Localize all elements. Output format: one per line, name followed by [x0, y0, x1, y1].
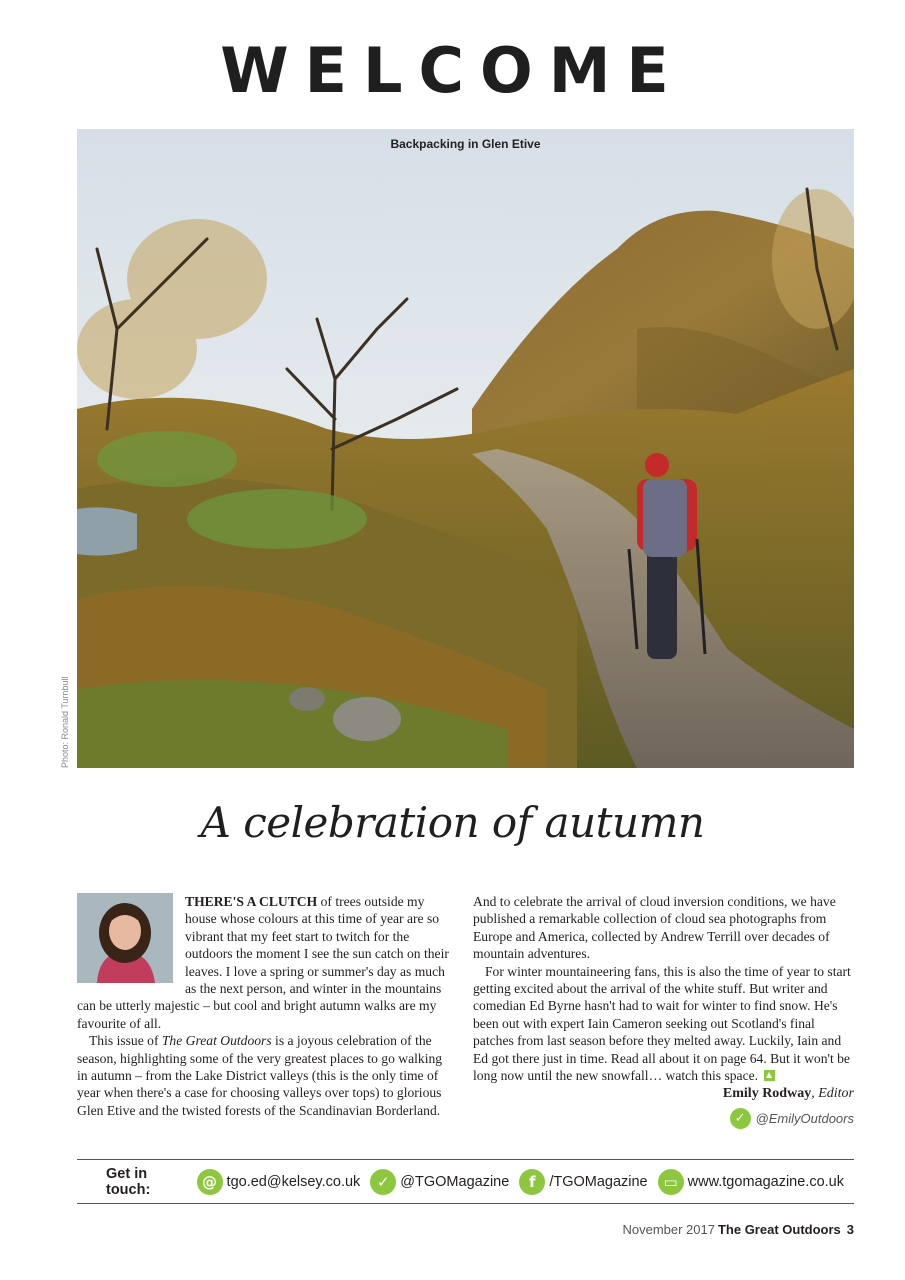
- article-column-right: [473, 893, 855, 1084]
- contact-email-text: tgo.ed@kelsey.co.uk: [226, 1173, 361, 1190]
- article-headline: A celebration of autumn: [200, 798, 705, 847]
- contact-twitter[interactable]: [370, 1169, 509, 1195]
- paragraph-1: of trees outside my house whose colours at this time of year are so vibrant that my feet start to twitch for the outdoors the moment I see the sun catch on their leaves. I love a spring or summer's day as much as the next person, and winter in the mountains can be utterly majestic – but cool and bright autumn walks are my favourite of all.: [77, 894, 449, 1031]
- paragraph-2: is a joyous celebration of the season, highlighting some of the very greatest places to go walking in autumn – from the Lake District valleys (this is the only time of year when there's a case for choosing valleys over tops) to glorious Glen Etive and the twisted forests of the Scandinavian Borderland.: [77, 1033, 443, 1118]
- page-footer: [622, 1222, 854, 1237]
- lead-in: THERE'S A CLUTCH: [185, 894, 318, 909]
- editor-portrait-image: [77, 893, 173, 983]
- issue-date: November 2017: [622, 1222, 715, 1237]
- editor-twitter-handle: @EmilyOutdoors: [755, 1111, 854, 1126]
- at-icon: @: [197, 1169, 223, 1195]
- twitter-bird-icon: ✓: [370, 1169, 396, 1195]
- paragraph-3: And to celebrate the arrival of cloud inversion conditions, we have published a remarkable collection of cloud sea photographs from Europe and America, collected by Andrew Terrill over decades of mountain adventures.: [473, 894, 836, 962]
- editor-name: Emily Rodway: [722, 1086, 812, 1101]
- triangle-end-icon: [764, 1070, 775, 1081]
- hero-illustration: [77, 129, 854, 768]
- photo-credit: Photo: Ronald Turnbull: [60, 676, 70, 768]
- paragraph-2-start: This issue of: [89, 1033, 162, 1049]
- contact-twitter-text: @TGOMagazine: [400, 1173, 510, 1190]
- contact-website[interactable]: [658, 1169, 844, 1195]
- twitter-bird-icon: ✓: [730, 1108, 751, 1129]
- article-column-left: [77, 893, 449, 1119]
- contact-label: Get in touch:: [106, 1165, 151, 1198]
- hero-photo: [77, 129, 854, 768]
- photo-caption: Backpacking in Glen Etive: [390, 137, 541, 151]
- paragraph-4: For winter mountaineering fans, this is also the time of year to start getting excited about the arrival of the white stuff. But writer and comedian Ed Byrne hasn't had to wait for winter to find snow. He's been out with expert Iain Cameron seeking out Scotland's final patches from last season before they melted away. Luckily, Iain and Ed got there just in time. Read all about it on page 64. But it won't be long now until the new snowfall… watch this space.: [473, 963, 851, 1084]
- contact-facebook[interactable]: [519, 1169, 647, 1195]
- contact-email[interactable]: [197, 1169, 361, 1195]
- contact-bar: [77, 1159, 854, 1204]
- page-title: WELCOME: [220, 34, 685, 107]
- editor-portrait: [77, 893, 173, 983]
- editor-twitter[interactable]: [730, 1108, 854, 1129]
- contact-website-text: www.tgomagazine.co.uk: [687, 1173, 844, 1190]
- contact-facebook-text: /TGOMagazine: [549, 1173, 648, 1190]
- facebook-icon: f: [519, 1169, 545, 1195]
- magazine-name: The Great Outdoors: [161, 1033, 272, 1049]
- editor-role: Editor: [818, 1086, 854, 1101]
- editor-signature: Emily Rodway, Editor: [722, 1086, 854, 1101]
- page-number: 3: [846, 1222, 854, 1237]
- monitor-icon: ▭: [658, 1169, 684, 1195]
- footer-magazine: The Great Outdoors: [717, 1222, 841, 1237]
